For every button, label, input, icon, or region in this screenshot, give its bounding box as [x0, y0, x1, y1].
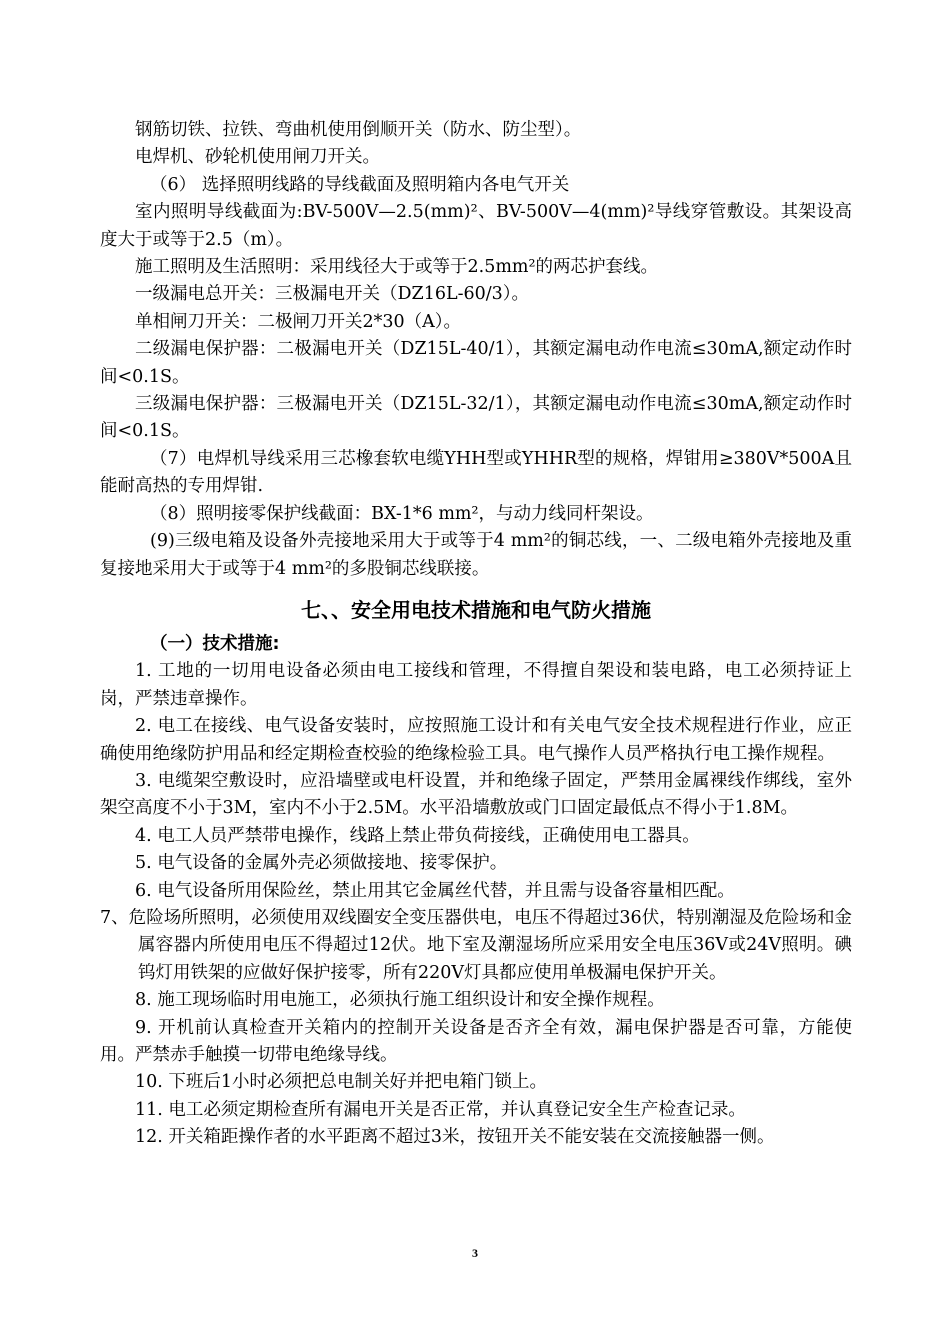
subsection-heading: （一）技术措施: — [150, 633, 280, 654]
paragraph: 室内照明导线截面为:BV-500V—2.5(mm)²、BV-500V—4(mm)²导线穿管敷设。其架设高度大于或等于2.5（m）。 — [100, 202, 852, 250]
list-item: 12. 开关箱距操作者的水平距离不超过3米，按钮开关不能安装在交流接触器一侧。 — [135, 1127, 775, 1148]
list-item: 11. 电工必须定期检查所有漏电开关是否正常，并认真登记安全生产检查记录。 — [135, 1099, 746, 1120]
paragraph: 三级漏电保护器：三极漏电开关（DZ15L-32/1），其额定漏电动作电流≤30mA,额定动作时间<0.1S。 — [100, 394, 852, 442]
list-item: 4. 电工人员严禁带电操作，线路上禁止带负荷接线，正确使用电工器具。 — [135, 825, 700, 846]
list-item: 9. 开机前认真检查开关箱内的控制开关设备是否齐全有效，漏电保护器是否可靠，方能使用。严禁赤手触摸一切带电绝缘导线。 — [100, 1017, 852, 1065]
paragraph: 一级漏电总开关：三极漏电开关（DZ16L-60/3）。 — [135, 284, 530, 305]
item-9-paragraph: (9)三级电箱及设备外壳接地采用大于或等于4 mm²的铜芯线，一、二级电箱外壳接地及重复接地采用大于或等于4 mm²的多股铜芯线联接。 — [100, 531, 852, 579]
paragraph: 钢筋切铁、拉铁、弯曲机使用倒顺开关（防水、防尘型）。 — [135, 120, 582, 140]
list-item: 2. 电工在接线、电气设备安装时，应按照施工设计和有关电气安全技术规程进行作业，应正确使用绝缘防护用品和经定期检查校验的绝缘检验工具。电气操作人员严格执行电工操作规程。 — [100, 716, 852, 764]
document-body — [100, 117, 852, 1152]
list-item: 10. 下班后1小时必须把总电制关好并把电箱门锁上。 — [135, 1072, 548, 1093]
list-item: 5. 电气设备的金属外壳必须做接地、接零保护。 — [135, 853, 508, 874]
list-item: 6. 电气设备所用保险丝，禁止用其它金属丝代替，并且需与设备容量相匹配。 — [135, 880, 735, 901]
section-heading: 七、、安全用电技术措施和电气防火措施 — [301, 597, 651, 622]
page-number: 3 — [472, 1246, 478, 1260]
paragraph: 二级漏电保护器：二极漏电开关（DZ15L-40/1），其额定漏电动作电流≤30mA,额定动作时间<0.1S。 — [100, 339, 852, 387]
item-6-title: （6） 选择照明线路的导线截面及照明箱内各电气开关 — [150, 174, 570, 195]
list-item-7: 7、危险场所照明，必须使用双线圈安全变压器供电，电压不得超过36伏，特别潮湿及危险场和金属容器内所使用电压不得超过12伏。地下室及潮湿场所应采用安全电压36V或24V照明。碘钨灯用铁架的应做好保护接零，所有220V灯具都应使用单极漏电保护开关。 — [100, 907, 852, 983]
item-8-paragraph: （8）照明接零保护线截面：BX-1*6 mm²，与动力线同杆架设。 — [150, 503, 654, 524]
paragraph: 电焊机、砂轮机使用闸刀开关。 — [135, 147, 380, 168]
list-item: 3. 电缆架空敷设时，应沿墙壁或电杆设置，并和绝缘子固定，严禁用金属裸线作绑线，室外架空高度不小于3M，室内不小于2.5M。水平沿墙敷放或门口固定最低点不得小于1.8M。 — [100, 770, 852, 819]
paragraph: 施工照明及生活照明：采用线径大于或等于2.5mm²的两芯护套线。 — [135, 257, 659, 278]
list-item: 1. 工地的一切用电设备必须由电工接线和管理，不得擅自架设和装电路，电工必须持证上岗，严禁违章操作。 — [100, 661, 852, 709]
item-7-paragraph: （7）电焊机导线采用三芯橡套软电缆YHH型或YHHR型的规格，焊钳用≥380V*500A且能耐高热的专用焊钳. — [100, 448, 852, 497]
list-item: 8. 施工现场临时用电施工，必须执行施工组织设计和安全操作规程。 — [135, 990, 665, 1011]
paragraph: 单相闸刀开关：二极闸刀开关2*30（A）。 — [135, 311, 462, 332]
